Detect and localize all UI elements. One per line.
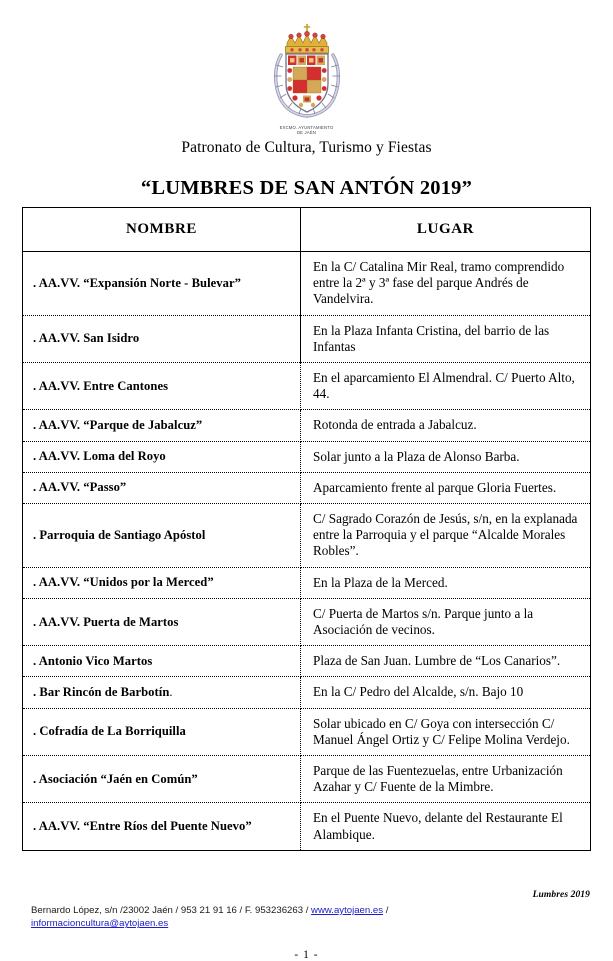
table-row	[23, 504, 591, 568]
cell-lugar: En la C/ Pedro del Alcalde, s/n. Bajo 10	[301, 677, 591, 708]
page-title: “LUMBRES DE SAN ANTÓN 2019”	[140, 177, 473, 200]
document-footer	[0, 890, 613, 961]
cell-lugar: Aparcamiento frente al parque Gloria Fuertes.	[301, 472, 591, 503]
table-row	[23, 756, 591, 803]
cell-nombre: . AA.VV. “Expansión Norte - Bulevar”	[23, 252, 301, 316]
cell-lugar: C/ Sagrado Corazón de Jesús, s/n, en la explanada entre la Parroquia y el parque “Alcalde Morales Robles”.	[301, 504, 591, 568]
table-row	[23, 410, 591, 441]
cell-lugar: Plaza de San Juan. Lumbre de “Los Canarios”.	[301, 646, 591, 677]
column-header-nombre: NOMBRE	[23, 208, 301, 252]
lumbres-table	[22, 207, 591, 851]
cell-nombre: . AA.VV. San Isidro	[23, 315, 301, 362]
cell-lugar: En el Puente Nuevo, delante del Restaurante El Alambique.	[313, 810, 563, 842]
cell-nombre: . AA.VV. Loma del Royo	[23, 441, 301, 472]
cell-nombre: . AA.VV. Puerta de Martos	[23, 598, 301, 645]
cell-lugar: Rotonda de entrada a Jabalcuz.	[301, 410, 591, 441]
cell-lugar: Solar ubicado en C/ Goya con intersección C/ Manuel Ángel Ortiz y C/ Felipe Molina Verdejo.	[301, 708, 591, 755]
table-row	[23, 803, 591, 850]
jaen-coat-of-arms-icon	[257, 22, 357, 122]
footer-address	[0, 904, 613, 931]
cell-lugar: En la C/ Catalina Mir Real, tramo comprendido entre la 2ª y 3ª fase del parque Andrés de Vandelvira.	[301, 252, 591, 316]
organization-name: Patronato de Cultura, Turismo y Fiestas	[181, 139, 432, 157]
website-link[interactable]: www.aytojaen.es	[311, 905, 384, 916]
table-row	[23, 598, 591, 645]
crest-caption-line-2: DE JAÉN	[296, 130, 317, 136]
cell-nombre: . AA.VV. “Passo”	[23, 472, 301, 503]
document-header	[0, 0, 613, 200]
footer-mark: Lumbres 2019	[532, 890, 590, 900]
table-row	[23, 252, 591, 316]
table-row	[23, 708, 591, 755]
cell-nombre: . Antonio Vico Martos	[23, 646, 301, 677]
cell-lugar: C/ Puerta de Martos s/n. Parque junto a la Asociación de vecinos.	[301, 598, 591, 645]
column-header-lugar: LUGAR	[301, 208, 591, 252]
table-row	[23, 567, 591, 598]
cell-nombre: . Bar Rincón de Barbotín.	[23, 677, 301, 708]
table-header-row	[23, 208, 591, 252]
table-row	[23, 677, 591, 708]
cell-nombre: . AA.VV. “Entre Ríos del Puente Nuevo”	[23, 803, 301, 850]
email-link[interactable]: informacioncultura@aytojaen.es	[31, 918, 169, 930]
table-row	[23, 646, 591, 677]
cell-nombre: . Cofradía de La Borriquilla	[23, 708, 301, 755]
crest-caption-line-1: EXCMO. AYUNTAMIENTO	[279, 125, 334, 130]
cell-nombre: . AA.VV. “Parque de Jabalcuz”	[23, 410, 301, 441]
table-body	[23, 252, 591, 851]
cell-nombre: . AA.VV. “Unidos por la Merced”	[23, 567, 301, 598]
table-row	[23, 441, 591, 472]
cell-nombre-suffix: .	[169, 685, 173, 700]
table-header	[23, 208, 591, 252]
footer-address-text: Bernardo López, s/n /23002 Jaén / 953 21 91 16 / F. 953236263 /	[31, 905, 312, 916]
cell-lugar: En la Plaza Infanta Cristina, del barrio de las Infantas	[301, 315, 591, 362]
footer-address-separator: /	[383, 905, 389, 916]
cell-lugar: En el aparcamiento El Almendral. C/ Puerto Alto, 44.	[301, 363, 591, 410]
table-row	[23, 363, 591, 410]
cell-nombre: . Asociación “Jaén en Común”	[23, 756, 301, 803]
cell-lugar: Parque de las Fuentezuelas, entre Urbanización Azahar y C/ Fuente de la Mimbre.	[301, 756, 591, 803]
table-row	[23, 315, 591, 362]
cell-nombre: . Parroquia de Santiago Apóstol	[23, 504, 301, 568]
crest-caption	[0, 125, 613, 135]
cell-lugar: En la Plaza de la Merced.	[301, 567, 591, 598]
page-number: - 1 -	[294, 948, 319, 961]
cell-nombre: . AA.VV. Entre Cantones	[23, 363, 301, 410]
cell-lugar: Solar junto a la Plaza de Alonso Barba.	[301, 441, 591, 472]
lumbres-table-container	[22, 207, 590, 851]
table-row	[23, 472, 591, 503]
